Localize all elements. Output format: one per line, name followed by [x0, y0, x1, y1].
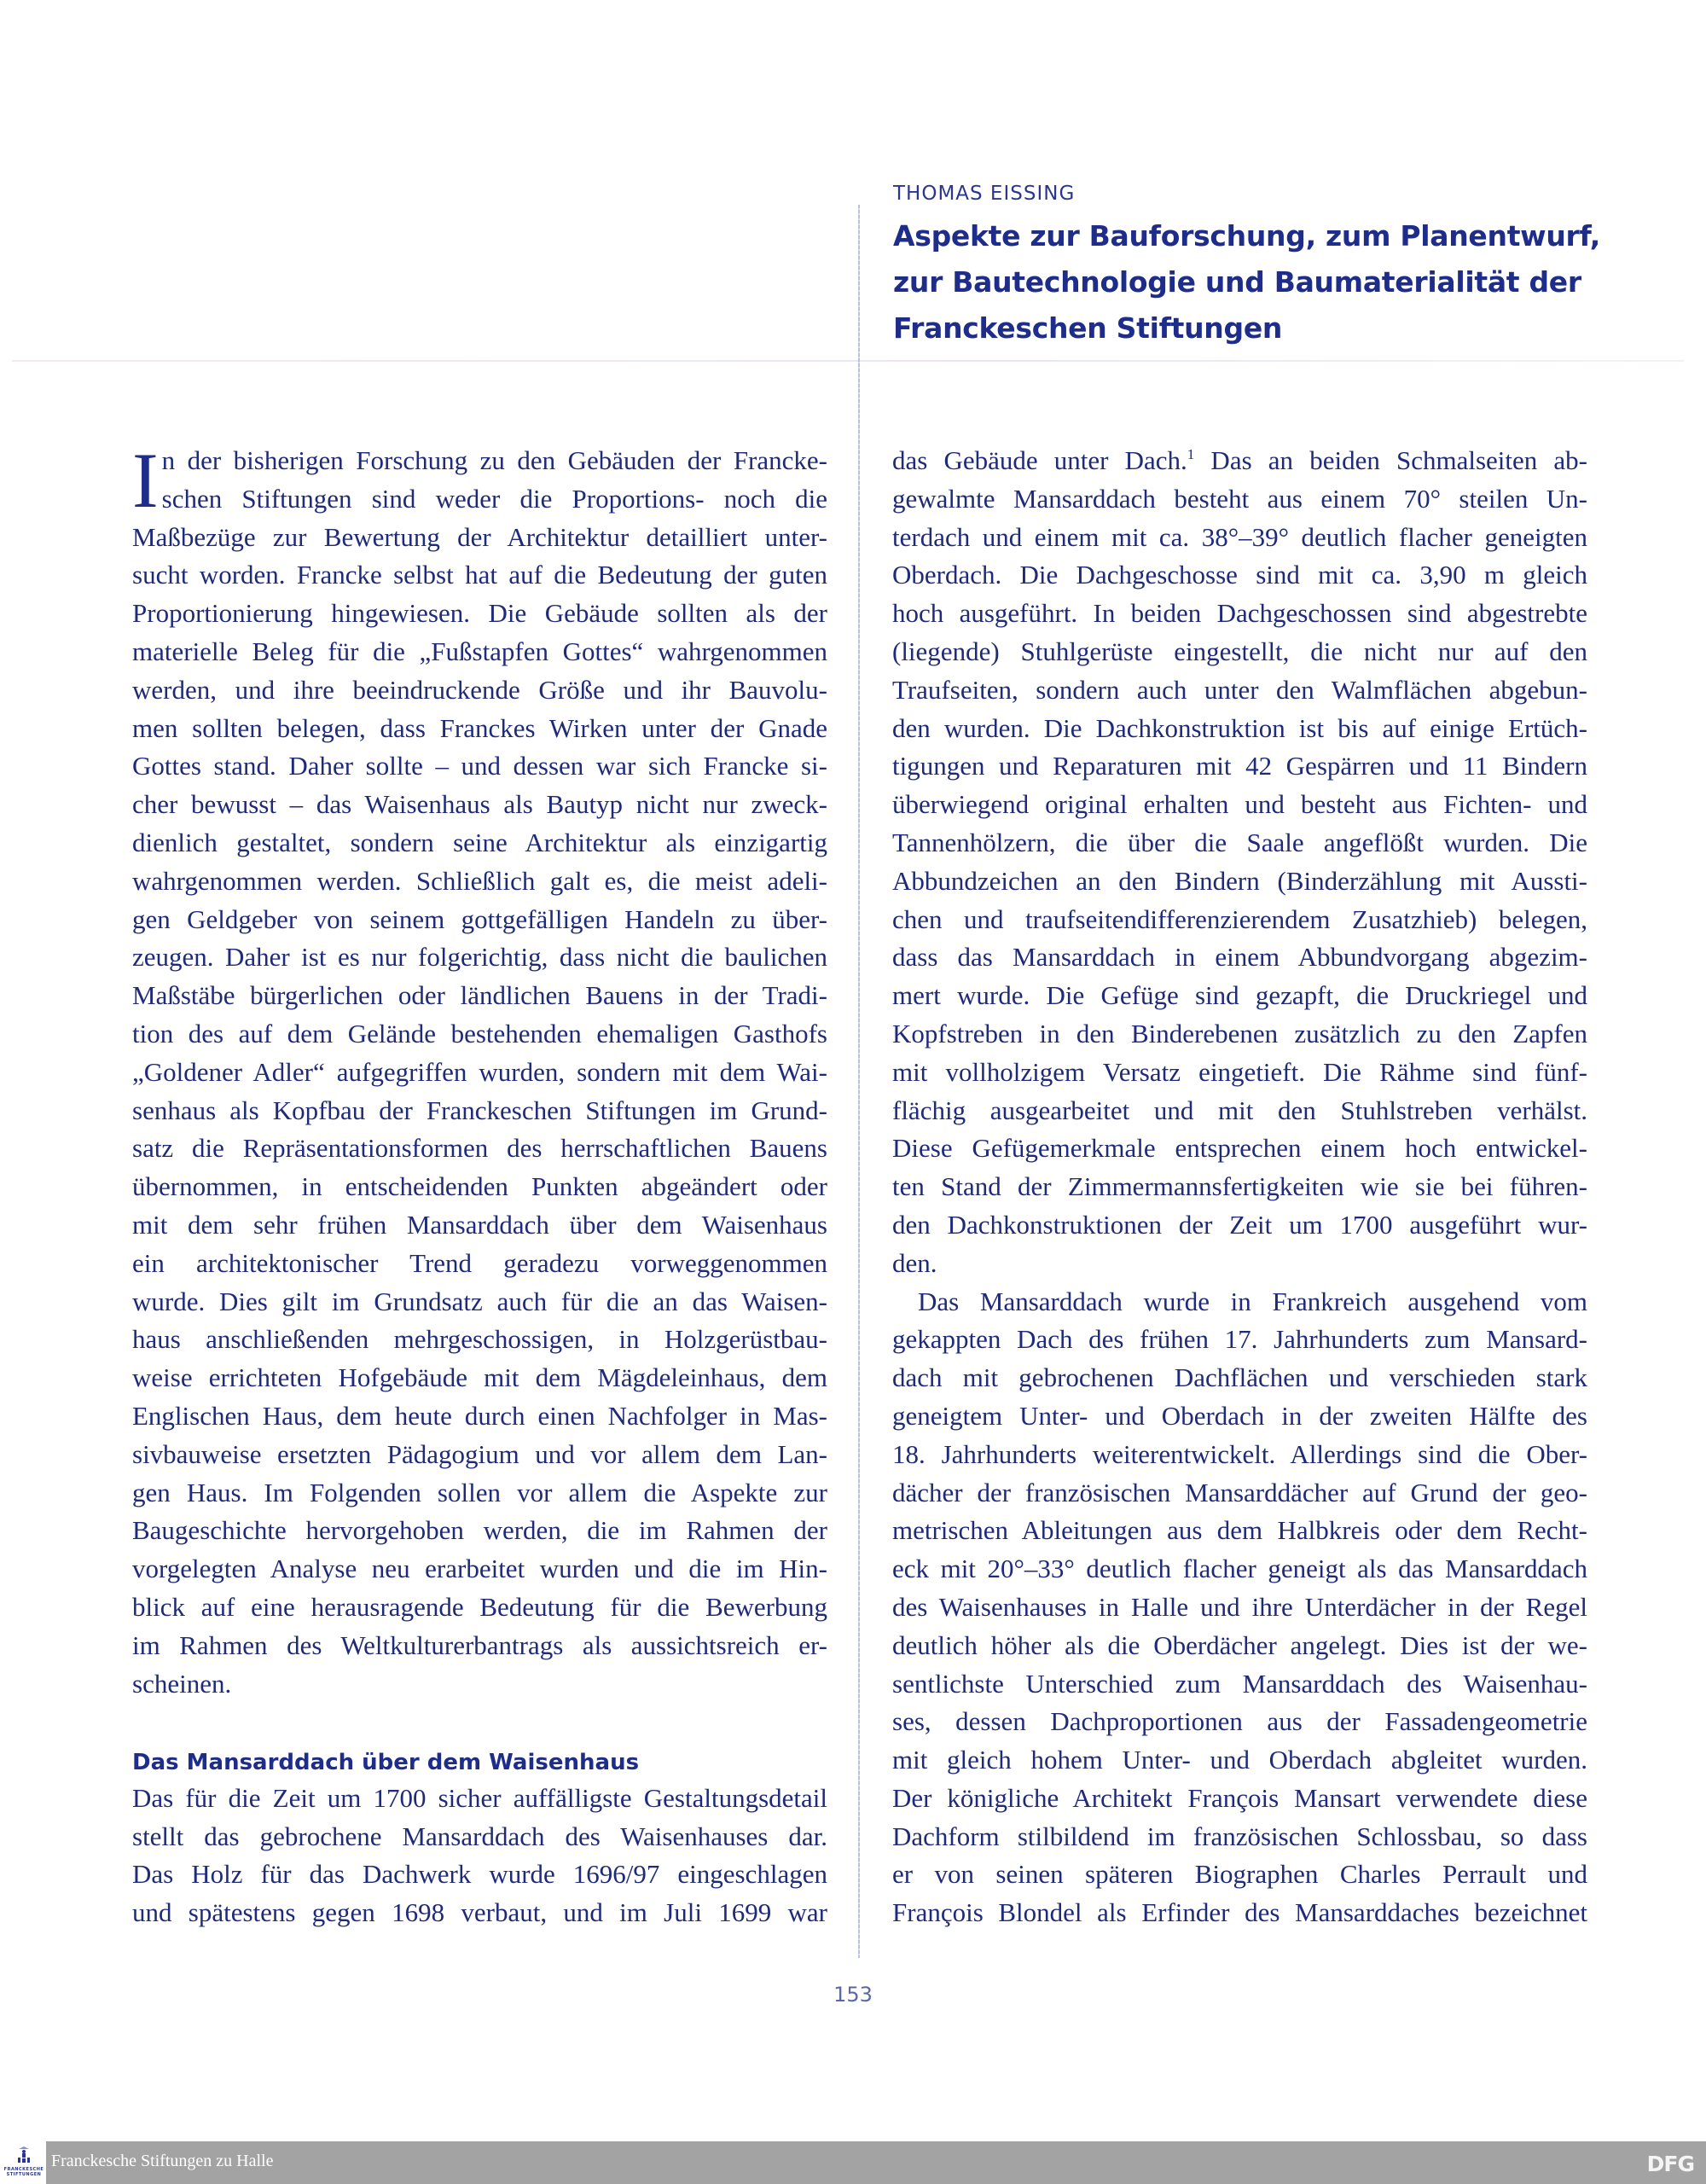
text-line: Das für die Zeit um 1700 sicher auffälligste Gestaltungsdetail	[132, 1782, 827, 1813]
text-line: n der bisherigen Forschung zu den Gebäuden der Francke-	[161, 445, 827, 475]
text-line: scheinen.	[132, 1668, 232, 1699]
text-line: Traufseiten, sondern auch unter den Walmflächen abgebun-	[892, 674, 1587, 705]
text-line: geneigtem Unter- und Oberdach in der zweiten Hälfte des	[892, 1400, 1587, 1431]
author-name: THOMAS EISSING	[893, 183, 1076, 205]
text-line: „Goldener Adler“ aufgegriffen wurden, sondern mit dem Wai-	[132, 1056, 827, 1087]
footer-bar	[0, 2141, 1706, 2184]
paragraph	[892, 480, 1587, 1283]
text-line: Englischen Haus, dem heute durch einen Nachfolger in Mas-	[132, 1400, 827, 1431]
text-line: im Rahmen des Weltkulturerbantrags als aussichtsreich er-	[132, 1629, 827, 1660]
text-line: werden, und ihre beeindruckende Größe und ihr Bauvolu-	[132, 674, 827, 705]
text-line: chen und traufseitendifferenzierendem Zusatzhieb) belegen,	[892, 903, 1587, 934]
text-line: Der königliche Architekt François Mansart verwendete diese	[892, 1782, 1587, 1813]
text-line: den.	[892, 1247, 937, 1278]
text-line: 18. Jahrhunderts weiterentwickelt. Allerdings sind die Ober-	[892, 1438, 1587, 1469]
text-line: wurde. Dies gilt im Grundsatz auch für die an das Waisen-	[132, 1286, 827, 1316]
text-line: des Waisenhauses in Halle und ihre Unterdächer in der Regel	[892, 1591, 1587, 1622]
text-line: men sollten belegen, dass Franckes Wirken unter der Gnade	[132, 712, 827, 743]
text-line: schen Stiftungen sind weder die Proportions- noch die	[161, 483, 827, 514]
text-line: deutlich höher als die Oberdächer angelegt. Dies ist der we-	[892, 1629, 1587, 1660]
text-line: mit dem sehr frühen Mansarddach über dem Waisenhaus	[132, 1209, 827, 1240]
text-line: Proportionierung hingewiesen. Die Gebäude sollten als der	[132, 598, 827, 629]
horizontal-divider	[12, 360, 1684, 362]
text-line: metrischen Ableitungen aus dem Halbkreis oder dem Recht-	[892, 1515, 1587, 1546]
paragraph	[892, 1283, 1587, 1933]
text-line: Maßbezüge zur Bewertung der Architektur detailliert unter-	[132, 521, 827, 552]
intro-paragraph	[132, 437, 827, 1703]
text-line: überwiegend original erhalten und besteht aus Fichten- und	[892, 789, 1587, 820]
text-line: eck mit 20°–33° deutlich flacher geneigt als das Mansarddach	[892, 1554, 1587, 1584]
text-line: mert wurde. Die Gefüge sind gezapft, die Druckriegel und	[892, 980, 1587, 1011]
text-line: das Gebäude unter Dach.$^1$ Das an beiden Schmalseiten ab-	[892, 445, 1587, 475]
page-number: 153	[833, 1983, 873, 2007]
text-line: sucht worden. Francke selbst hat auf die Bedeutung der guten	[132, 560, 827, 590]
text-line: Dachform stilbildend im französischen Schlossbau, so dass	[892, 1821, 1587, 1851]
text-line: gen Haus. Im Folgenden sollen vor allem die Aspekte zur	[132, 1477, 827, 1507]
text-line: dach mit gebrochenen Dachflächen und verschieden stark	[892, 1362, 1587, 1393]
text-line: gekappten Dach des frühen 17. Jahrhunderts zum Mansard-	[892, 1324, 1587, 1355]
text-line: weise errichteten Hofgebäude mit dem Mägdeleinhaus, dem	[132, 1362, 827, 1393]
text-line: François Blondel als Erfinder des Mansarddaches bezeichnet	[892, 1897, 1587, 1928]
text-line: hoch ausgeführt. In beiden Dachgeschossen sind abgestrebte	[892, 598, 1587, 629]
text-line: gewalmte Mansarddach besteht aus einem 70° steilen Un-	[892, 483, 1587, 514]
text-line: Abbundzeichen an den Bindern (Binderzählung mit Aussti-	[892, 865, 1587, 896]
text-line: vorgelegten Analyse neu erarbeitet wurden und die im Hin-	[132, 1554, 827, 1584]
text-line: dienlich gestaltet, sondern seine Architektur als einzigartig	[132, 827, 827, 857]
section-heading: Das Mansarddach über dem Waisenhaus	[132, 1750, 640, 1776]
title-line: Aspekte zur Bauforschung, zum Planentwurf,	[893, 219, 1601, 253]
text-line: er von seinen späteren Biographen Charles Perrault und	[892, 1859, 1587, 1890]
text-line: (liegende) Stuhlgerüste eingestellt, die nicht nur auf den	[892, 636, 1587, 666]
text-line: blick auf eine herausragende Bedeutung für die Bewerbung	[132, 1591, 827, 1622]
text-line: terdach und einem mit ca. 38°–39° deutlich flacher geneigten	[892, 521, 1587, 552]
text-line: sentlichste Unterschied zum Mansarddach des Waisenhau-	[892, 1668, 1587, 1699]
text-line: und spätestens gegen 1698 verbaut, und im Juli 1699 war	[132, 1897, 827, 1928]
text-line: Oberdach. Die Dachgeschosse sind mit ca. 3,90 m gleich	[892, 560, 1587, 590]
text-line: zeugen. Daher ist es nur folgerichtig, dass nicht die baulichen	[132, 942, 827, 973]
text-line: gen Geldgeber von seinem gottgefälligen Handeln zu über-	[132, 903, 827, 934]
text-line: Das Holz für das Dachwerk wurde 1696/97 eingeschlagen	[132, 1859, 827, 1890]
text-line: materielle Beleg für die „Fußstapfen Gottes“ wahrgenommen	[132, 636, 827, 666]
text-line: Tannenhölzern, die über die Saale angeflößt wurden. Die	[892, 827, 1587, 857]
text-line: ses, dessen Dachproportionen aus der Fassadengeometrie	[892, 1706, 1587, 1737]
text-line: Baugeschichte hervorgehoben werden, die im Rahmen der	[132, 1515, 827, 1546]
text-line: flächig ausgearbeitet und mit den Stuhlstreben verhälst.	[892, 1095, 1587, 1125]
drop-cap: I	[132, 437, 159, 524]
text-line: senhaus als Kopfbau der Franckeschen Stiftungen im Grund-	[132, 1095, 827, 1125]
title-line: Franckeschen Stiftungen	[893, 311, 1283, 345]
right-column	[892, 442, 1587, 1932]
text-line: den wurden. Die Dachkonstruktion ist bis auf einige Ertüch-	[892, 712, 1587, 743]
logo-figure-icon	[17, 2146, 31, 2164]
text-line: mit gleich hohem Unter- und Oberdach abgleitet wurden.	[892, 1745, 1587, 1775]
text-line: Das Mansarddach wurde in Frankreich ausgehend vom	[918, 1286, 1587, 1316]
column-divider	[858, 205, 860, 1958]
section-paragraph	[132, 1780, 827, 1932]
text-line: tigungen und Reparaturen mit 42 Gespärren und 11 Bindern	[892, 751, 1587, 781]
institution-label[interactable]: Franckesche Stiftungen zu Halle	[51, 2152, 274, 2170]
text-line: tion des auf dem Gelände bestehenden ehemaligen Gasthofs	[132, 1018, 827, 1048]
left-column	[132, 437, 827, 1932]
text-line: stellt das gebrochene Mansarddach des Waisenhauses dar.	[132, 1821, 827, 1851]
footer-banner	[46, 2141, 1706, 2184]
footnote-marker[interactable]: 1	[1187, 446, 1195, 462]
text-line: ten Stand der Zimmermannsfertigkeiten wie sie bei führen-	[892, 1171, 1587, 1202]
text-line: wahrgenommen werden. Schließlich galt es, die meist adeli-	[132, 865, 827, 896]
title-line: zur Bautechnologie und Baumaterialität der	[893, 265, 1581, 299]
text-line: ein architektonischer Trend geradezu vorweggenommen	[132, 1247, 827, 1278]
text-line: den Dachkonstruktionen der Zeit um 1700 ausgeführt wur-	[892, 1209, 1587, 1240]
text-line: cher bewusst – das Waisenhaus als Bautyp nicht nur zweck-	[132, 789, 827, 820]
text-line: sivbauweise ersetzten Pädagogium und vor allem dem Lan-	[132, 1438, 827, 1469]
text-line: Gottes stand. Daher sollte – und dessen war sich Francke si-	[132, 751, 827, 781]
text-line: Diese Gefügemerkmale entsprechen einem hoch entwickel-	[892, 1133, 1587, 1164]
text-line: satz die Repräsentationsformen des herrschaftlichen Bauens	[132, 1133, 827, 1164]
text-line: dass das Mansarddach in einem Abbundvorgang abgezim-	[892, 942, 1587, 973]
dfg-logo: DFG	[1646, 2152, 1694, 2176]
text-line: übernommen, in entscheidenden Punkten abgeändert oder	[132, 1171, 827, 1202]
text-line: Kopfstreben in den Binderebenen zusätzlich zu den Zapfen	[892, 1018, 1587, 1048]
text-line: Maßstäbe bürgerlichen oder ländlichen Bauens in der Tradi-	[132, 980, 827, 1011]
text-line: mit vollholzigem Versatz eingetieft. Die Rähme sind fünf-	[892, 1056, 1587, 1087]
text-line: haus anschließenden mehrgeschossigen, in Holzgerüstbau-	[132, 1324, 827, 1355]
franckesche-stiftungen-logo: FRANCKESCHE STIFTUNGEN	[0, 2141, 46, 2184]
article-title	[893, 213, 1661, 351]
text-line: dächer der französischen Mansarddächer auf Grund der geo-	[892, 1477, 1587, 1507]
